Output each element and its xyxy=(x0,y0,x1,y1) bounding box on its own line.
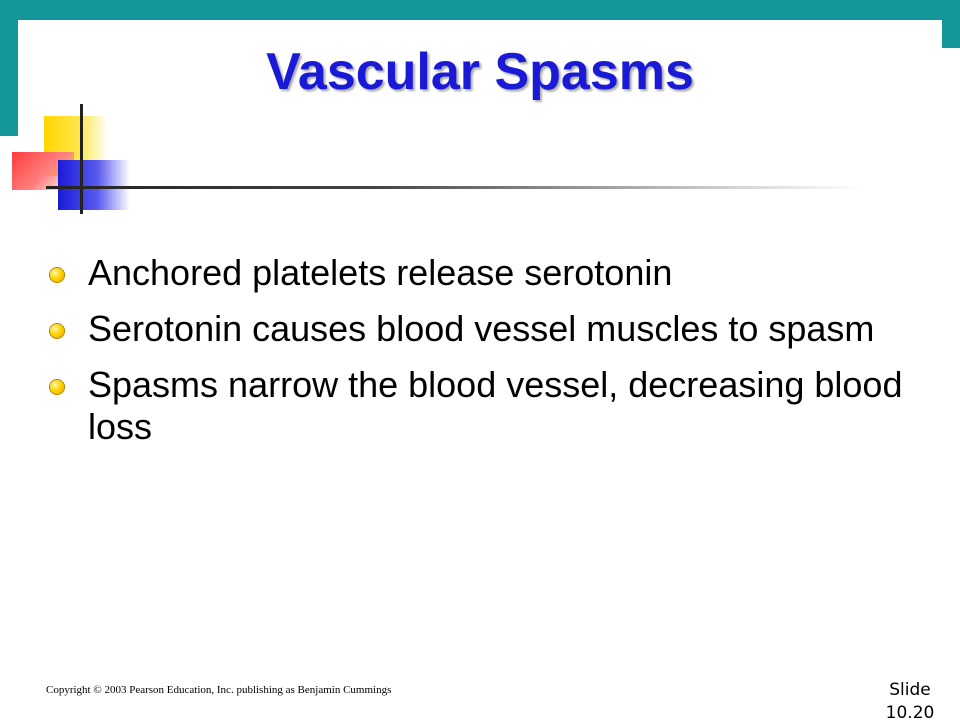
bullet-dot-icon xyxy=(50,268,64,282)
bullet-item xyxy=(48,364,928,448)
bullet-text: Spasms narrow the blood vessel, decreasing blood loss xyxy=(88,364,903,447)
corner-decoration xyxy=(0,0,180,230)
bullet-text: Serotonin causes blood vessel muscles to spasm xyxy=(88,308,875,349)
slide-number: 10.20 xyxy=(885,703,935,723)
bullet-dot-icon xyxy=(50,324,64,338)
bullet-dot-icon xyxy=(50,380,64,394)
bullet-text: Anchored platelets release serotonin xyxy=(88,252,673,293)
bullet-item xyxy=(48,308,928,350)
blue-square-decoration xyxy=(58,160,130,210)
vertical-rule xyxy=(80,104,83,214)
bullet-list xyxy=(48,252,928,462)
slide-title: Vascular Spasms xyxy=(266,43,694,101)
slide-label: Slide xyxy=(889,680,931,700)
title-underline xyxy=(46,186,866,189)
bullet-item xyxy=(48,252,928,294)
copyright-notice: Copyright © 2003 Pearson Education, Inc. publishing as Benjamin Cummings xyxy=(46,684,392,696)
